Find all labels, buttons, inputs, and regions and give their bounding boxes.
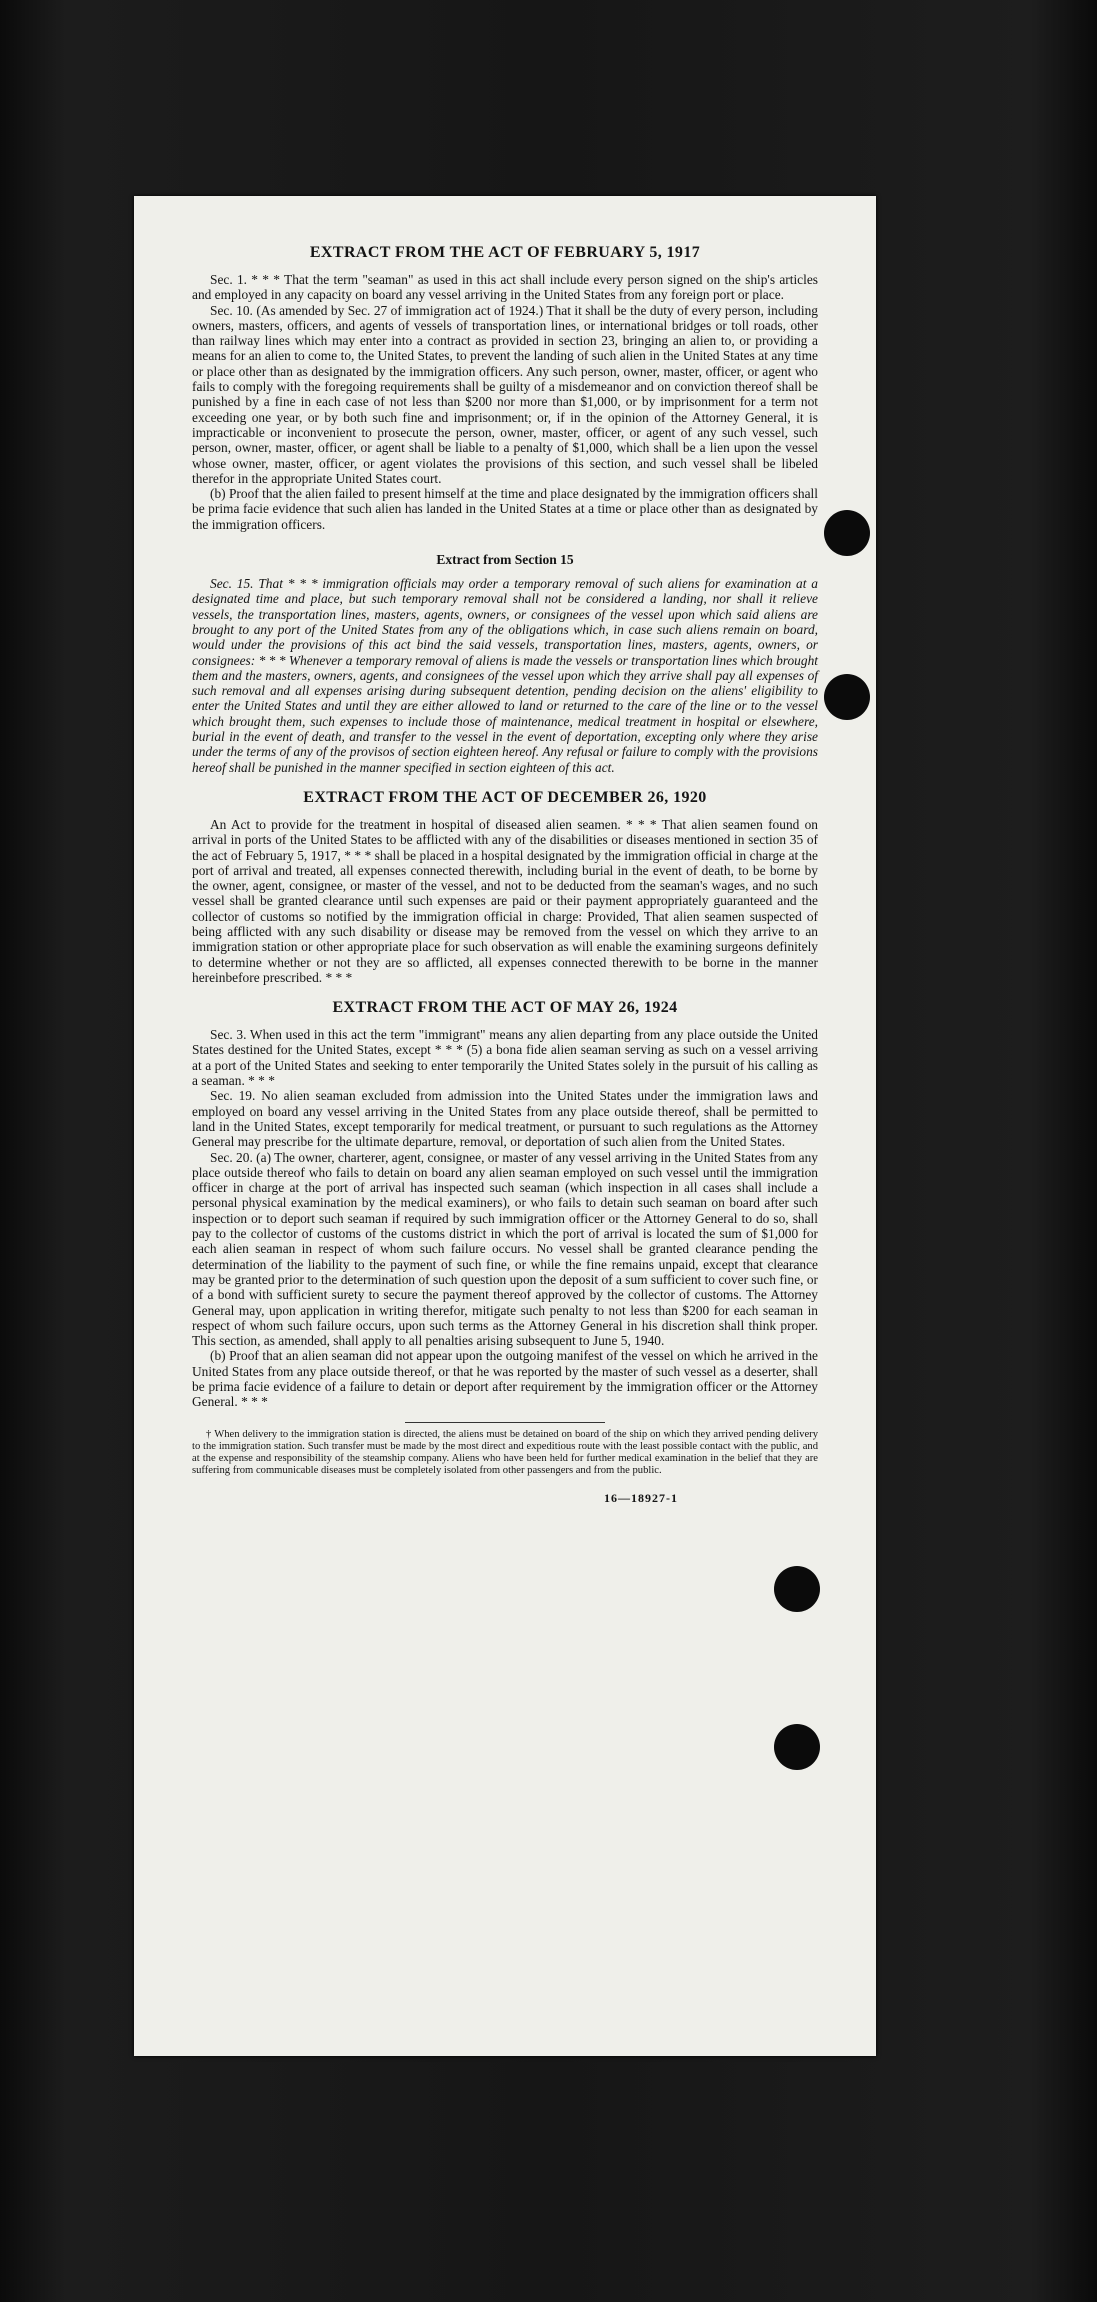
document-page — [134, 196, 876, 2056]
paragraph-sec-10: Sec. 10. (As amended by Sec. 27 of immigration act of 1924.) That it shall be the duty of every person, including owners, masters, officers, and agents of vessels of transportation lines, or international bridges or toll roads, other than railway lines which may enter into a contract as provided in section 23, bringing an alien to, or providing a means for an alien to come to, the United States, to prevent the landing of such alien in the United States at any time or place other than as designated by the immigration officers. Any such person, owner, master, officer, or agent who fails to comply with the foregoing requirements shall be guilty of a misdemeanor and on conviction thereof shall be punished by a fine in each case of not less than $200 nor more than $1,000, or by imprisonment for a term not exceeding one year, or by both such fine and imprisonment; or, if in the opinion of the Attorney General, it is impracticable or inconvenient to prosecute the person, owner, master, officer, or agent of any such vessel, such person, owner, master, officer, or agent shall be liable to a penalty of $1,000, which shall be a lien upon the vessel whose owner, master, officer, or agent violates the provisions of this section, and such vessel shall be libeled therefor in the appropriate United States court. — [192, 302, 818, 486]
document-body — [192, 244, 818, 1506]
paragraph-sec-20-b: (b) Proof that an alien seaman did not appear upon the outgoing manifest of the vessel on which he arrived in the United States from any place outside thereof, or that he was reported by the master of such vessel as a deserter, shall be prima facie evidence of a failure to detain or deport after requirement by the immigration officer or the Attorney General. * * * — [192, 1348, 818, 1410]
footnote: † When delivery to the immigration station is directed, the aliens must be detained on board of the ship on which they arrived pending delivery to the immigration station. Such transfer must be made by the most direct and expeditious route with the least possible contact with the public, and at the expense and responsibility of the steamship company. Aliens who have been held for further medical examination in the belief that they are suffering from communicable diseases must be completely isolated from other passengers and from the public. — [192, 1428, 818, 1477]
paragraph-sec-3: Sec. 3. When used in this act the term "immigrant" means any alien departing from any place outside the United States destined for the United States, except * * * (5) a bona fide alien seaman serving as such on a vessel arriving at a port of the United States and seeking to enter temporarily the United States solely in the pursuit of his calling as a seaman. * * * — [192, 1027, 818, 1089]
subheading-section-15: Extract from Section 15 — [436, 552, 574, 568]
heading-act-1924: EXTRACT FROM THE ACT OF MAY 26, 1924 — [332, 999, 678, 1017]
divider-rule — [405, 1422, 605, 1423]
paragraph-act-1920: An Act to provide for the treatment in hospital of diseased alien seamen. * * * That alien seamen found on arrival in ports of the United States to be afflicted with any of the disabilities or diseases mentioned in section 35 of the act of February 5, 1917, * * * shall be placed in a hospital designated by the immigration official in charge at the port of arrival and treated, all expenses connected therewith, including burial in the event of death, to be borne by the owner, agent, consignee, or master of the vessel, and not to be deducted from the seaman's wages, and no such vessel shall be granted clearance until such expenses are paid or their payment appropriately guaranteed and the collector of customs so notified by the immigration official in charge: Provided, That alien seamen suspected of being afflicted with any such disability or disease may be removed from the vessel on which they arrive to an immigration station or other appropriate place for such observation as will enable the examining surgeons definitely to determine whether or not they are so afflicted, all expenses connected therewith to be borne in the manner hereinbefore prescribed. * * * — [192, 816, 818, 985]
punch-hole — [774, 1724, 820, 1770]
spacer — [192, 985, 818, 999]
form-number: 16—18927-1 — [604, 1491, 678, 1506]
punch-hole — [774, 1566, 820, 1612]
spacer — [192, 775, 818, 789]
paragraph-sec-19: Sec. 19. No alien seaman excluded from admission into the United States under the immigration laws and employed on board any vessel arriving in the United States from any place outside thereof, shall be permitted to land in the United States, except temporarily for medical treatment, or pursuant to such regulations as the Attorney General may prescribe for the ultimate departure, removal, or deportation of such alien from the United States. — [192, 1088, 818, 1150]
punch-hole — [824, 674, 870, 720]
paragraph-sec-10-b: (b) Proof that the alien failed to present himself at the time and place designated by the immigration officers shall be prima facie evidence that such alien has landed in the United States at a time or place other than as designated by the immigration officers. — [192, 486, 818, 532]
paragraph-sec-1: Sec. 1. * * * That the term "seaman" as used in this act shall include every person signed on the ship's articles and employed in any capacity on board any vessel arriving in the United States from any foreign port or place. — [192, 272, 818, 303]
heading-act-1917: EXTRACT FROM THE ACT OF FEBRUARY 5, 1917 — [309, 244, 701, 261]
punch-hole — [824, 510, 870, 556]
paragraph-sec-20-a: Sec. 20. (a) The owner, charterer, agent, consignee, or master of any vessel arriving in the United States from any place outside thereof who fails to detain on board any alien seaman employed on such vessel until the immigration officer in charge at the port of arrival has inspected such seaman (which inspection in all cases shall include a personal physical examination by the medical examiners), or who fails to detain such seaman on board after such inspection or to deport such seaman if required by such immigration officer or the Attorney General to do so, shall pay to the collector of customs of the customs district in which the port of arrival is located the sum of $1,000 for each alien seaman in respect of whom such failure occurs. No vessel shall be granted clearance pending the determination of the liability to the payment of such fine, or while the fine remains unpaid, except that clearance may be granted prior to the determination of such question upon the deposit of a sum sufficient to cover such fine, or of a bond with sufficient surety to secure the payment thereof approved by the collector of customs. The Attorney General may, upon application in writing therefor, mitigate such penalty to not less than $200 for each seaman in respect of whom such failure occurs, upon such terms as the Attorney General in his discretion shall think proper. This section, as amended, shall apply to all penalties arising subsequent to June 5, 1940. — [192, 1149, 818, 1349]
paragraph-sec-15: Sec. 15. That * * * immigration officials may order a temporary removal of such aliens for examination at a designated time and place, but such temporary removal shall not be considered a landing, nor shall it relieve vessels, the transportation lines, masters, agents, owners, or consignees of the vessel upon which said aliens are brought to any port of the United States from any of the obligations which, in case such aliens remain on board, would under the provisions of this act bind the said vessels, transportation lines, masters, agents, owners, or consignees: * * * Whenever a temporary removal of aliens is made the vessels or transportation lines which brought them and the masters, owners, agents, and consignees of the vessel upon which they arrive shall pay all expenses of such removal and all expenses arising during subsequent detention, pending decision on the aliens' eligibility to enter the United States and until they are either allowed to land or returned to the care of the line or to the vessel which brought them, such expenses to include those of maintenance, medical treatment in hospital or elsewhere, burial in the event of death, and transfer to the vessel in the event of deportation, excepting only where they arise under the terms of any of the provisos of section eighteen hereof. Any refusal or failure to comply with the provisions hereof shall be punished in the manner specified in section eighteen of this act. — [192, 576, 818, 775]
heading-act-1920: EXTRACT FROM THE ACT OF DECEMBER 26, 1920 — [303, 788, 707, 806]
spacer — [192, 532, 818, 546]
